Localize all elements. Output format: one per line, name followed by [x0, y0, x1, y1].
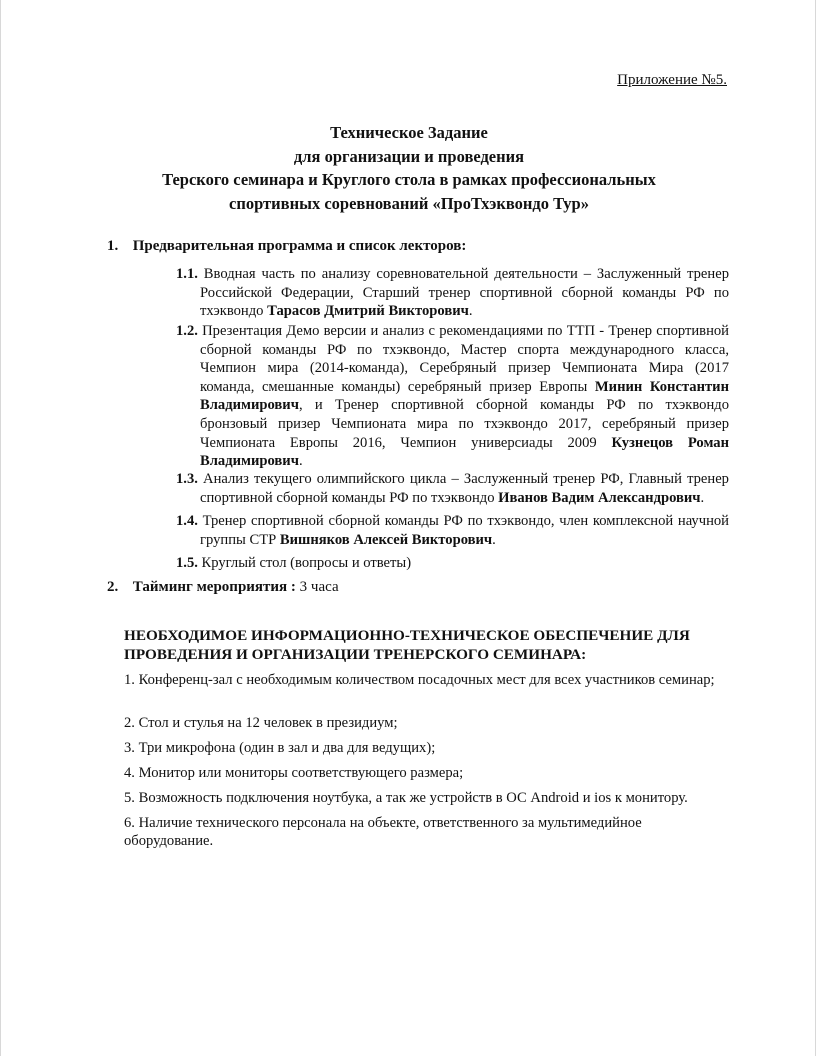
program-item-1-3 [176, 470, 729, 507]
lecturer-name: Иванов Вадим Александрович [498, 489, 701, 506]
lecturer-name-2: Кузнецов Роман Владимирович [200, 434, 729, 470]
program-item-1-4 [176, 512, 729, 549]
requirement-item-6: 6. Наличие технического персонала на объекте, ответственного за мультимедийное оборудование. [124, 815, 642, 849]
item-text: Тренер спортивной сборной команды РФ по тхэквондо, член комплексной научной группы СТР [200, 513, 729, 548]
item-tail: . [700, 489, 705, 506]
program-item-1-2 [176, 322, 729, 471]
title-line-4: спортивных соревнований «ПроТхэквондо Тур» [229, 193, 589, 213]
section-2-number: 2. [107, 579, 119, 595]
requirement-item-4: 4. Монитор или мониторы соответствующего размера; [124, 765, 464, 781]
requirement-item-1: 1. Конференц-зал с необходимым количеством посадочных мест для всех участников семинар; [124, 672, 715, 688]
section-1-heading [107, 238, 467, 255]
requirement-item-5: 5. Возможность подключения ноутбука, а так же устройств в ОС Android и ios к монитору. [124, 790, 688, 806]
requirements-heading-line-1: НЕОБХОДИМОЕ ИНФОРМАЦИОННО-ТЕХНИЧЕСКОЕ ОБЕСПЕЧЕНИЕ ДЛЯ [124, 627, 690, 644]
item-tail: . [468, 303, 473, 320]
item-number: 1.4. [176, 513, 198, 529]
item-text: Круглый стол (вопросы и ответы) [201, 555, 412, 571]
title-line-3: Терского семинара и Круглого стола в рамках профессиональных [162, 170, 656, 189]
lecturer-name: Минин Константин Владимирович [200, 378, 729, 414]
item-number: 1.2. [176, 323, 198, 339]
item-tail: . [298, 453, 303, 470]
section-1-title: Предварительная программа и список лекторов: [132, 238, 467, 254]
requirement-item-2: 2. Стол и стулья на 12 человек в президиум; [124, 715, 398, 731]
title-line-2: для организации и проведения [293, 146, 525, 166]
requirements-heading-line-2: ПРОВЕДЕНИЯ И ОРГАНИЗАЦИИ ТРЕНЕРСКОГО СЕМИНАРА: [124, 645, 587, 663]
item-text: Вводная часть по анализу соревновательной деятельности – Заслуженный тренер Российской Федерации, Старший тренер спортивной сборной команды РФ по тхэквондо [200, 266, 729, 320]
item-number: 1.5. [176, 555, 198, 571]
requirements-heading [124, 627, 724, 664]
item-number: 1.1. [176, 266, 198, 282]
item-text: Анализ текущего олимпийского цикла – Заслуженный тренер РФ, Главный тренер спортивной сборной команды РФ по тхэквондо [200, 471, 729, 506]
section-2-timing [107, 579, 339, 596]
appendix-label: Приложение №5. [617, 72, 727, 88]
document-title [1, 121, 816, 215]
timing-label: Тайминг мероприятия : [132, 579, 296, 595]
item-text: Презентация Демо версии и анализ с рекомендациями по ТТП - Тренер спортивной сборной команды РФ по тхэквондо, Мастер спорта международного класса, Чемпион мира (2014-команда), Серебряный призер Чемпионата Мира (2017 команда, смешанные команды) серебряный призер Европы [200, 323, 729, 395]
requirement-item-3: 3. Три микрофона (один в зал и два для ведущих); [124, 740, 436, 756]
item-number: 1.3. [176, 471, 198, 487]
title-line-1: Техническое Задание [330, 123, 488, 142]
item-text-2: , и Тренер спортивной сборной команды РФ по тхэквондо бронзовый призер Чемпионата мира по тхэквондо 2017, серебряный призер Чемпионата Европы 2016, Чемпион универсиады 2009 [200, 397, 729, 451]
lecturer-name: Тарасов Дмитрий Викторович [267, 303, 469, 320]
program-item-1-1 [176, 265, 729, 321]
program-item-1-5 [176, 554, 729, 573]
timing-value: 3 часа [295, 579, 339, 595]
item-tail: . [492, 531, 496, 548]
lecturer-name: Вишняков Алексей Викторович [279, 531, 493, 548]
section-1-number: 1. [107, 238, 119, 254]
